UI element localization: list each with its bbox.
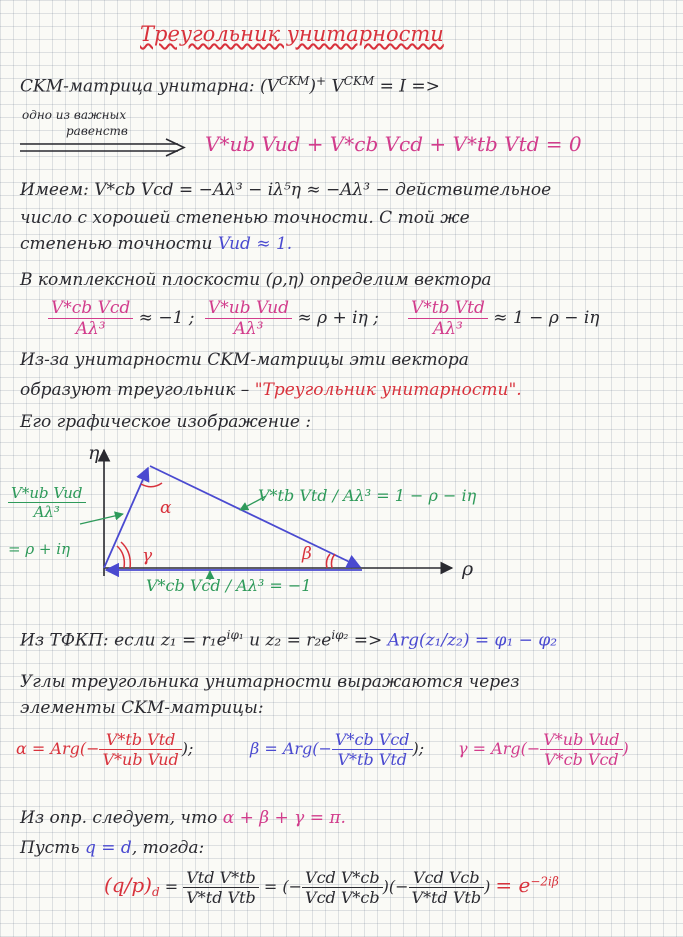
- vector-2-num: V*ub Vud: [205, 298, 292, 319]
- unitarity-triangle-diagram: [0, 438, 683, 618]
- qp-f2-den: Vcd V*cb: [305, 888, 380, 907]
- alpha-arc: [141, 483, 162, 487]
- tfkp-text-3: =>: [348, 630, 388, 651]
- vector-2-den: Aλ³: [233, 319, 264, 339]
- qp-f3-den: V*td Vtb: [411, 888, 482, 907]
- beta-arc-2: [331, 554, 335, 568]
- alpha-lhs: α = Arg(−: [16, 739, 100, 758]
- qp-fraction-1: [183, 868, 259, 907]
- because-line-2: [20, 380, 522, 400]
- alpha-label: α: [160, 498, 172, 518]
- beta-formula: β = Arg(− $\frac{\text{V*cb Vcd}}{\text{V*tb Vtd}}$ );: [250, 730, 425, 769]
- tfkp-sup-2: iφ₂: [331, 628, 349, 642]
- tfkp-arg: Arg(z₁/z₂) = φ₁ − φ₂: [387, 630, 558, 651]
- vector-2: [205, 298, 379, 339]
- qp-sub: d: [151, 885, 160, 900]
- gamma-den: V*cb Vcd: [544, 750, 619, 769]
- vector-1: [48, 298, 195, 339]
- qp-formula: $(q/p)_d$ = $\frac{\text{Vtd V*tb}}{\text{V*td Vtb}}$ = (− $\frac{\text{Vcd V*cb}}{\text{Vcd V*cb}}$ )(− $\frac{\text{Vcd Vcb}}{\text{V*td Vtb}}$ ) = $e^{-2i\beta}$: [104, 868, 559, 907]
- unitarity-sup-ckm2: CKM: [343, 74, 375, 88]
- vector-2-fraction: [205, 298, 292, 339]
- angles-line-1: Углы треугольника унитарности выражаются через: [20, 672, 520, 692]
- implies-arrow-icon: [18, 138, 188, 158]
- gamma-num: V*ub Vud: [540, 730, 622, 750]
- unitarity-end: = I =>: [374, 76, 440, 97]
- eta-label: η: [88, 442, 100, 464]
- vector-1-den: Aλ³: [75, 319, 106, 339]
- unitarity-sup-plus: +: [316, 74, 327, 88]
- beta-den: V*tb Vtd: [337, 750, 407, 769]
- vector-1-num: V*cb Vcd: [48, 298, 133, 319]
- left-vector-value: = ρ + iη: [8, 540, 71, 558]
- vector-1-value: ≈ −1 ;: [138, 308, 195, 328]
- tfkp-line: [20, 628, 557, 651]
- qp-lhs: (q/p): [104, 873, 152, 897]
- qp-rhs: = e: [495, 873, 531, 897]
- vector-3-value: ≈ 1 − ρ − iη: [493, 308, 600, 328]
- beta-arc: [326, 554, 330, 568]
- unitarity-sup-ckm: CKM: [278, 74, 310, 88]
- unitarity-v: V: [326, 76, 344, 97]
- vector-2-value: ≈ ρ + iη ;: [297, 308, 379, 328]
- complex-plane-line: В комплексной плоскости (ρ,η) определим вектора: [20, 270, 492, 290]
- angles-line-2: элементы CKM-матрицы:: [20, 698, 264, 718]
- vector-3-den: Aλ³: [433, 319, 463, 339]
- because-line-2-text: образуют треугольник –: [20, 380, 255, 400]
- gamma-formula: γ = Arg(− $\frac{\text{V*ub Vud}}{\text{V*cb Vcd}}$ ): [458, 730, 629, 769]
- left-vector-den: Aλ³: [33, 503, 60, 521]
- let-text-2: , тогда:: [131, 838, 205, 858]
- qp-f1-num: Vtd V*tb: [183, 868, 259, 888]
- vector-3-fraction: [408, 298, 488, 339]
- qp-f1-den: V*td Vtb: [186, 888, 256, 907]
- beta-lhs: β = Arg(−: [250, 739, 332, 758]
- qp-f2-num: Vcd V*cb: [302, 868, 383, 888]
- tfkp-sup-1: iφ₁: [226, 628, 244, 642]
- unitarity-equality: V*ub Vud + V*cb Vcd + V*tb Vtd = 0: [205, 132, 582, 156]
- have-line-3: [20, 234, 292, 254]
- tfkp-text-2: и z₂ = r₂e: [243, 630, 332, 651]
- let-eq: q = d: [85, 838, 132, 858]
- qp-fraction-3: [409, 868, 485, 907]
- because-line-1: Из-за унитарности CKM-матрицы эти вектора: [20, 350, 469, 370]
- alpha-num: V*tb Vtd: [99, 730, 181, 750]
- angle-sum-line: [20, 808, 346, 828]
- triangle-name: "Треугольник унитарности".: [254, 380, 522, 400]
- left-vector-label: [8, 484, 86, 521]
- qp-fraction-2: [302, 868, 383, 907]
- gamma-lhs: γ = Arg(−: [458, 739, 541, 758]
- angle-sum-eq: α + β + γ = π.: [222, 808, 346, 828]
- qp-rhs-sup: −2iβ: [530, 874, 559, 889]
- vud-approx: Vud ≈ 1.: [217, 234, 293, 254]
- rho-label: ρ: [462, 558, 474, 580]
- left-vector-fraction: [8, 484, 86, 521]
- side-right: [150, 466, 360, 567]
- page-title: Треугольник унитарности: [140, 22, 444, 46]
- vector-3-num: V*tb Vtd: [408, 298, 488, 319]
- qp-f3-num: Vcd Vcb: [409, 868, 485, 888]
- alpha-formula: α = Arg(− $\frac{\text{V*tb Vtd}}{\text{V*ub Vud}}$ );: [16, 730, 194, 769]
- bottom-vector-label: V*cb Vcd / Aλ³ = −1: [146, 576, 312, 595]
- note-line-2: равенств: [66, 124, 128, 138]
- beta-num: V*cb Vcd: [332, 730, 413, 750]
- vector-1-fraction: [48, 298, 133, 339]
- alpha-den: V*ub Vud: [102, 750, 179, 769]
- let-text: Пусть: [20, 838, 85, 858]
- left-label-arrow: [80, 514, 123, 524]
- let-line: [20, 838, 204, 858]
- vector-3: [408, 298, 599, 339]
- angle-sum-text: Из опр. следует, что: [20, 808, 223, 828]
- note-line-1: одно из важных: [22, 108, 127, 122]
- unitarity-line: [20, 74, 440, 97]
- unitarity-close: ): [309, 76, 317, 97]
- gamma-label: γ: [142, 546, 153, 566]
- graphic-caption: Его графическое изображение :: [20, 412, 312, 432]
- have-line-1: Имеем: V*cb Vcd = −Aλ³ − iλ⁵η ≈ −Aλ³ − действительное: [20, 180, 552, 200]
- gamma-arc: [117, 546, 124, 568]
- have-line-3-text: степенью точности: [20, 234, 218, 254]
- alpha-fraction: [99, 730, 181, 769]
- left-vector-num: V*ub Vud: [8, 484, 86, 503]
- tfkp-text-1: Из ТФКП: если z₁ = r₁e: [20, 630, 227, 651]
- right-vector-label: V*tb Vtd / Aλ³ = 1 − ρ − iη: [258, 486, 477, 505]
- beta-label: β: [302, 544, 312, 564]
- have-line-2: число с хорошей степенью точности. С той же: [20, 208, 470, 228]
- beta-fraction: [332, 730, 413, 769]
- unitarity-text: CKM-матрица унитарна: (V: [20, 76, 279, 97]
- gamma-fraction: [540, 730, 622, 769]
